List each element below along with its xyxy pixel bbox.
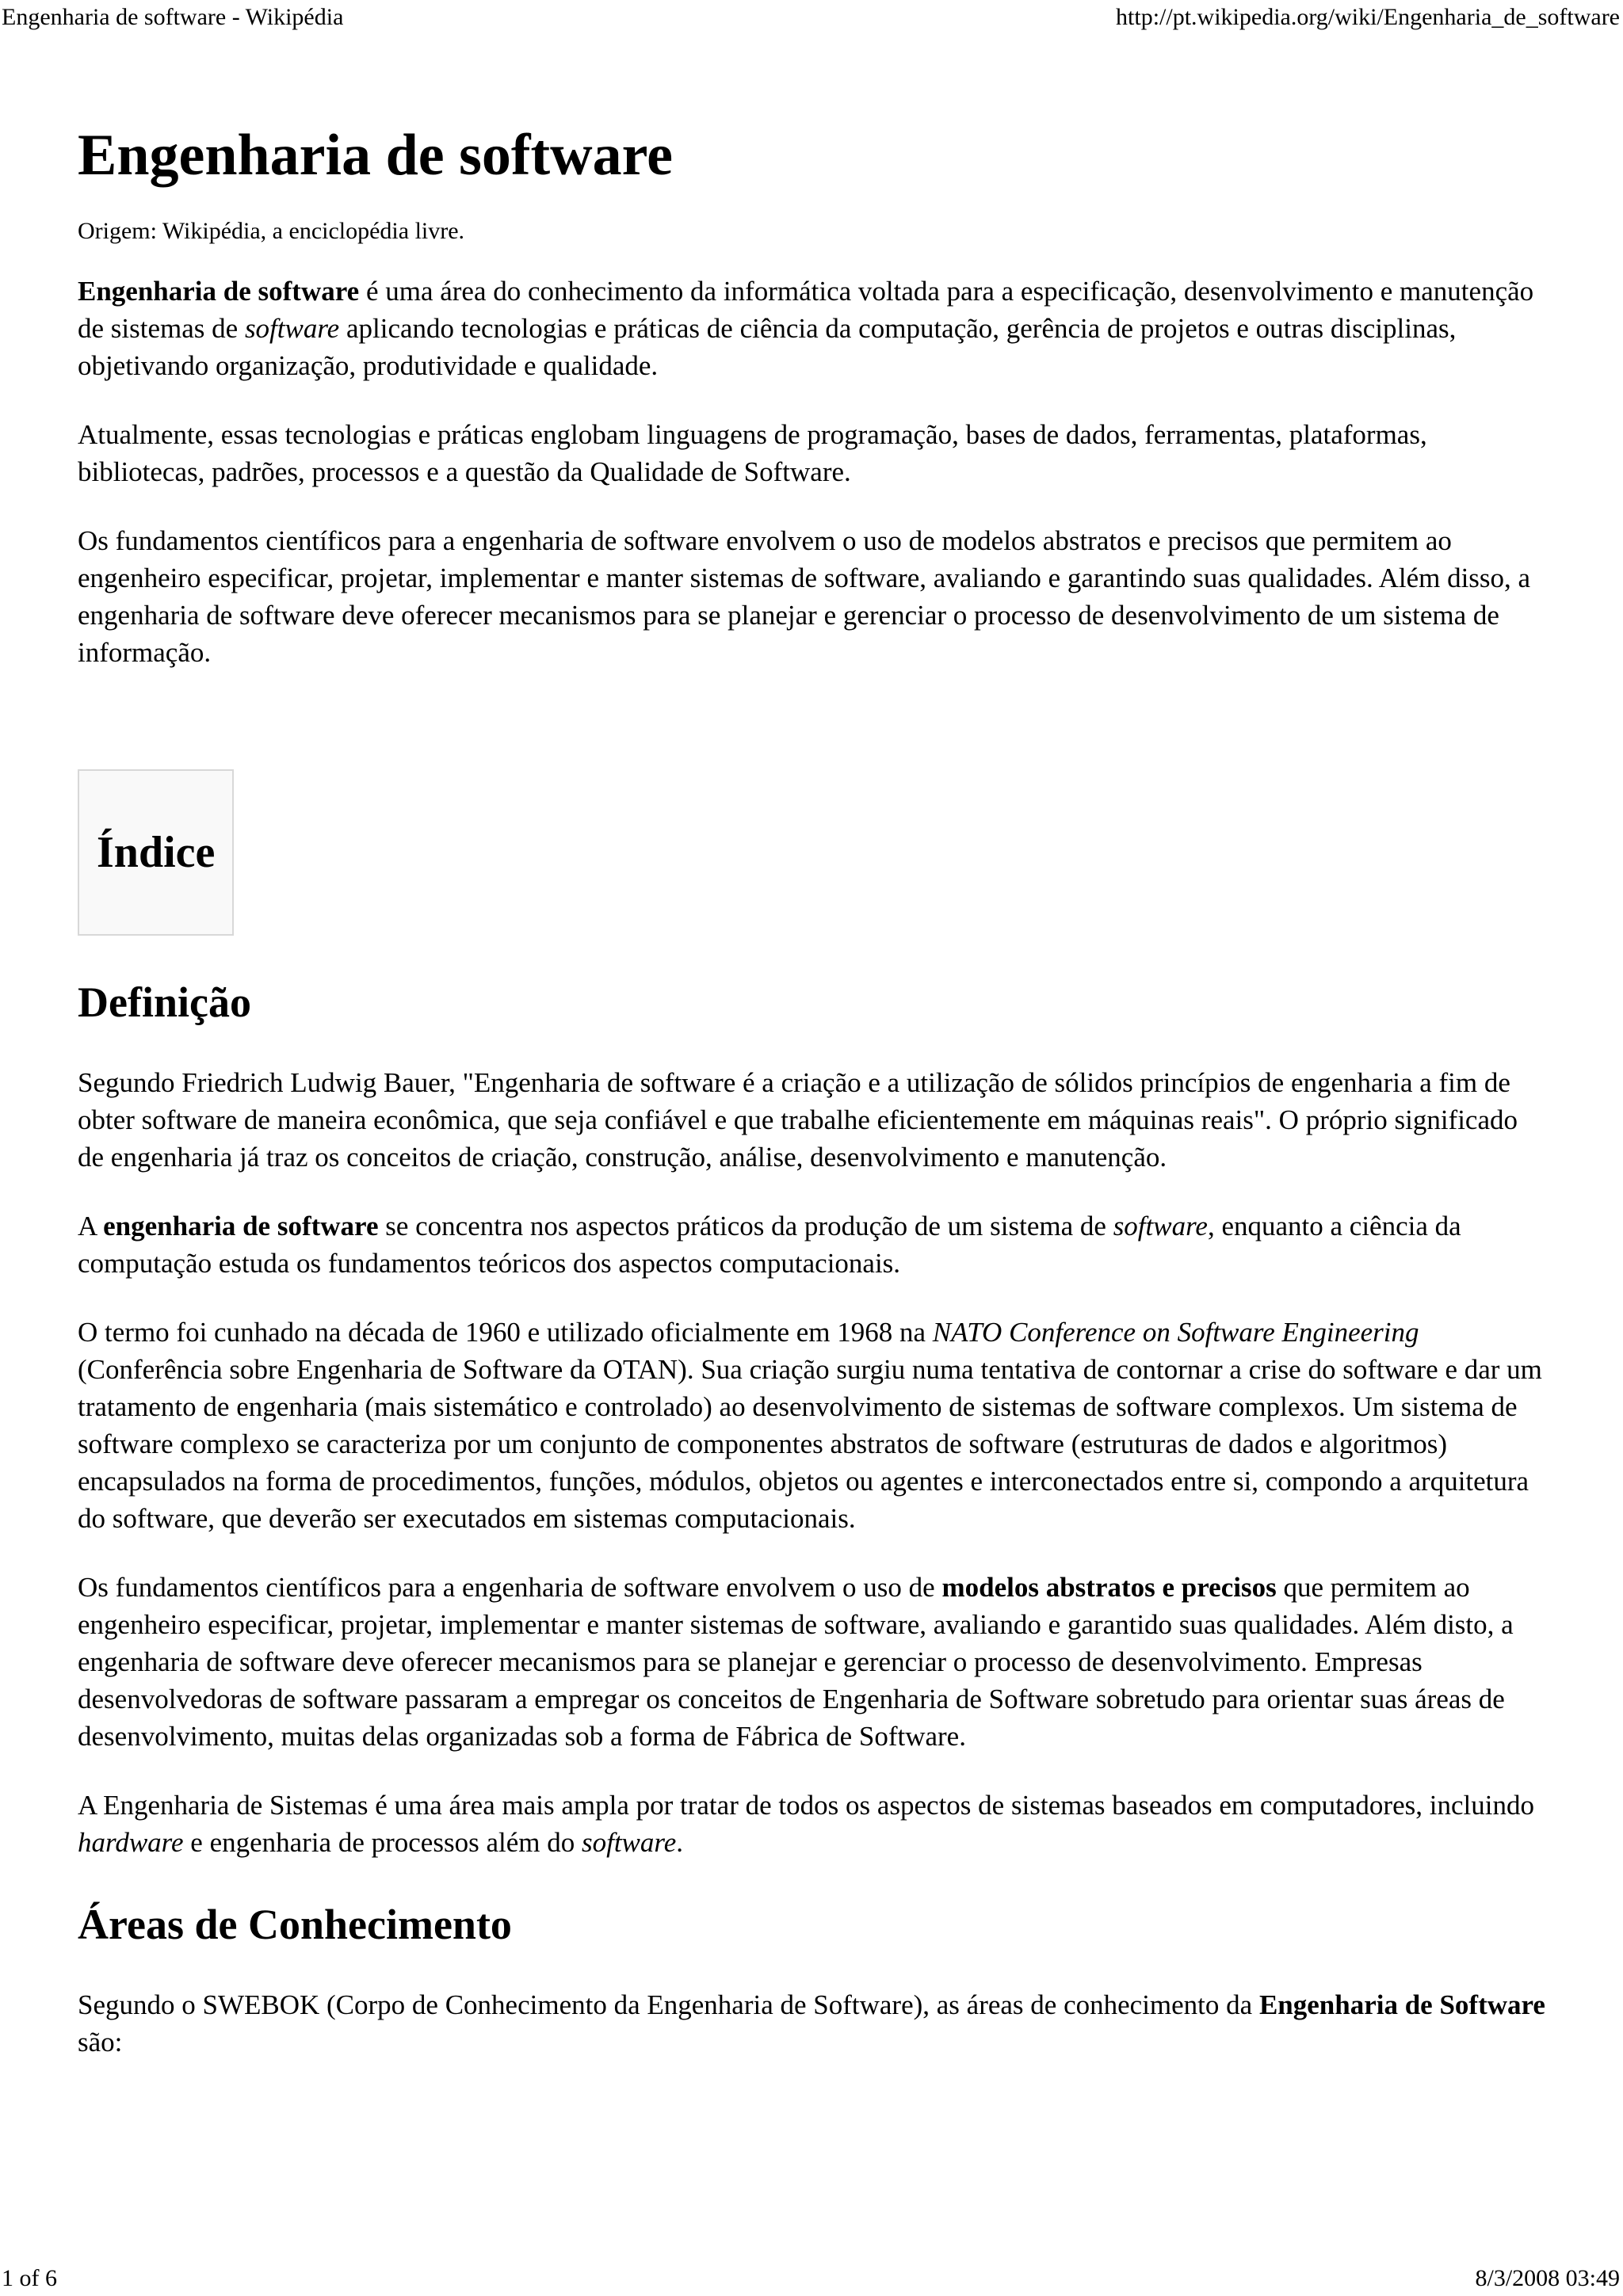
text-span: , enquanto a ciência da computação estuda os fundamentos teóricos dos aspectos computacionais. xyxy=(78,1211,1461,1279)
definicao-paragraph-2 xyxy=(78,1207,1545,1282)
text-span: . xyxy=(676,1827,684,1858)
italic-term: software xyxy=(1113,1211,1208,1241)
section-heading-definicao: Definição xyxy=(78,978,251,1026)
print-timestamp: 8/3/2008 03:49 xyxy=(1475,2265,1620,2291)
definicao-paragraph-3 xyxy=(78,1314,1545,1537)
italic-term: software xyxy=(581,1827,677,1858)
italic-term: hardware xyxy=(78,1827,184,1858)
text-span: A xyxy=(78,1211,104,1241)
text-span: se concentra nos aspectos práticos da produção de um sistema de xyxy=(378,1211,1113,1241)
text-span: (Conferência sobre Engenharia de Software da OTAN). Sua criação surgiu numa tentativa de contornar a crise do software e dar um tratamento de engenharia (mais sistemático e controlado) ao desenvolvimento de sistemas de software complexos. Um sistema de software complexo se caracteriza por um conjunto de componentes abstratos de software (estruturas de dados e algoritmos) encapsulados na forma de procedimentos, funções, módulos, objetos ou agentes e interconectados entre si, compondo a arquitetura do software, que deverão ser executados em sistemas computacionais. xyxy=(78,1354,1542,1534)
text-span: e engenharia de processos além do xyxy=(183,1827,582,1858)
intro-paragraph-2: Atualmente, essas tecnologias e práticas englobam linguagens de programação, bases de dados, ferramentas, plataformas, bibliotecas, padrões, processos e a questão da Qualidade de Software. xyxy=(78,419,1427,487)
areas-paragraph-1 xyxy=(78,1986,1545,2061)
bold-term: Engenharia de software xyxy=(78,276,360,307)
intro-paragraph-3: Os fundamentos científicos para a engenharia de software envolvem o uso de modelos abstratos e precisos que permitem ao engenheiro especificar, projetar, implementar e manter sistemas de software, avaliando e garantindo suas qualidades. Além disso, a engenharia de software deve oferecer mecanismos para se planejar e gerenciar o processo de desenvolvimento de um sistema de informação. xyxy=(78,525,1531,668)
italic-term: software xyxy=(244,313,340,344)
text-span: aplicando tecnologias e práticas de ciência da computação, gerência de projetos e outras disciplinas, objetivando organização, produtividade e qualidade. xyxy=(78,313,1457,381)
print-header-title: Engenharia de software - Wikipédia xyxy=(2,4,344,30)
text-span: que permitem ao engenheiro especificar, projetar, implementar e manter sistemas de software, avaliando e garantido suas qualidades. Além disto, a engenharia de software deve oferecer mecanismos para se planejar e gerenciar o processo de desenvolvimento. Empresas desenvolvedoras de software passaram a empregar os conceitos de Engenharia de Software sobretudo para orientar suas áreas de desenvolvimento, muitas delas organizadas sob a forma de Fábrica de Software. xyxy=(78,1572,1514,1752)
text-span: são: xyxy=(78,2027,123,2058)
bold-term: modelos abstratos e precisos xyxy=(941,1572,1277,1603)
print-header xyxy=(0,0,1623,35)
site-subtitle: Origem: Wikipédia, a enciclopédia livre. xyxy=(78,218,465,244)
definicao-paragraph-5 xyxy=(78,1787,1545,1861)
article-content xyxy=(78,116,1545,2092)
table-of-contents xyxy=(78,769,234,936)
text-span: Segundo o SWEBOK (Corpo de Conhecimento da Engenharia de Software), as áreas de conhecimento da xyxy=(78,1989,1259,2020)
section-heading-areas: Áreas de Conhecimento xyxy=(78,1901,512,1948)
print-footer xyxy=(0,2261,1623,2296)
print-header-url: http://pt.wikipedia.org/wiki/Engenharia_de_software xyxy=(1116,4,1620,30)
text-span: A Engenharia de Sistemas é uma área mais ampla por tratar de todos os aspectos de sistemas baseados em computadores, incluindo xyxy=(78,1790,1534,1821)
italic-term: NATO Conference on Software Engineering xyxy=(932,1317,1419,1348)
toc-title: Índice xyxy=(97,828,216,877)
bold-term: engenharia de software xyxy=(103,1211,379,1241)
text-span: O termo foi cunhado na década de 1960 e utilizado oficialmente em 1968 na xyxy=(78,1317,933,1348)
text-span: é uma área do conhecimento da informática voltada para a especificação, desenvolvimento e manutenção de sistemas de xyxy=(78,276,1534,344)
page-counter: 1 of 6 xyxy=(2,2265,57,2291)
page-title: Engenharia de software xyxy=(78,123,673,188)
definicao-paragraph-4 xyxy=(78,1569,1545,1755)
bold-term: Engenharia de Software xyxy=(1258,1989,1545,2020)
intro-paragraph-1 xyxy=(78,273,1545,384)
definicao-paragraph-1: Segundo Friedrich Ludwig Bauer, "Engenharia de software é a criação e a utilização de sólidos princípios de engenharia a fim de obter software de maneira econômica, que seja confiável e que trabalhe eficientemente em máquinas reais". O próprio significado de engenharia já traz os conceitos de criação, construção, análise, desenvolvimento e manutenção. xyxy=(78,1067,1518,1173)
text-span: Os fundamentos científicos para a engenharia de software envolvem o uso de xyxy=(78,1572,942,1603)
